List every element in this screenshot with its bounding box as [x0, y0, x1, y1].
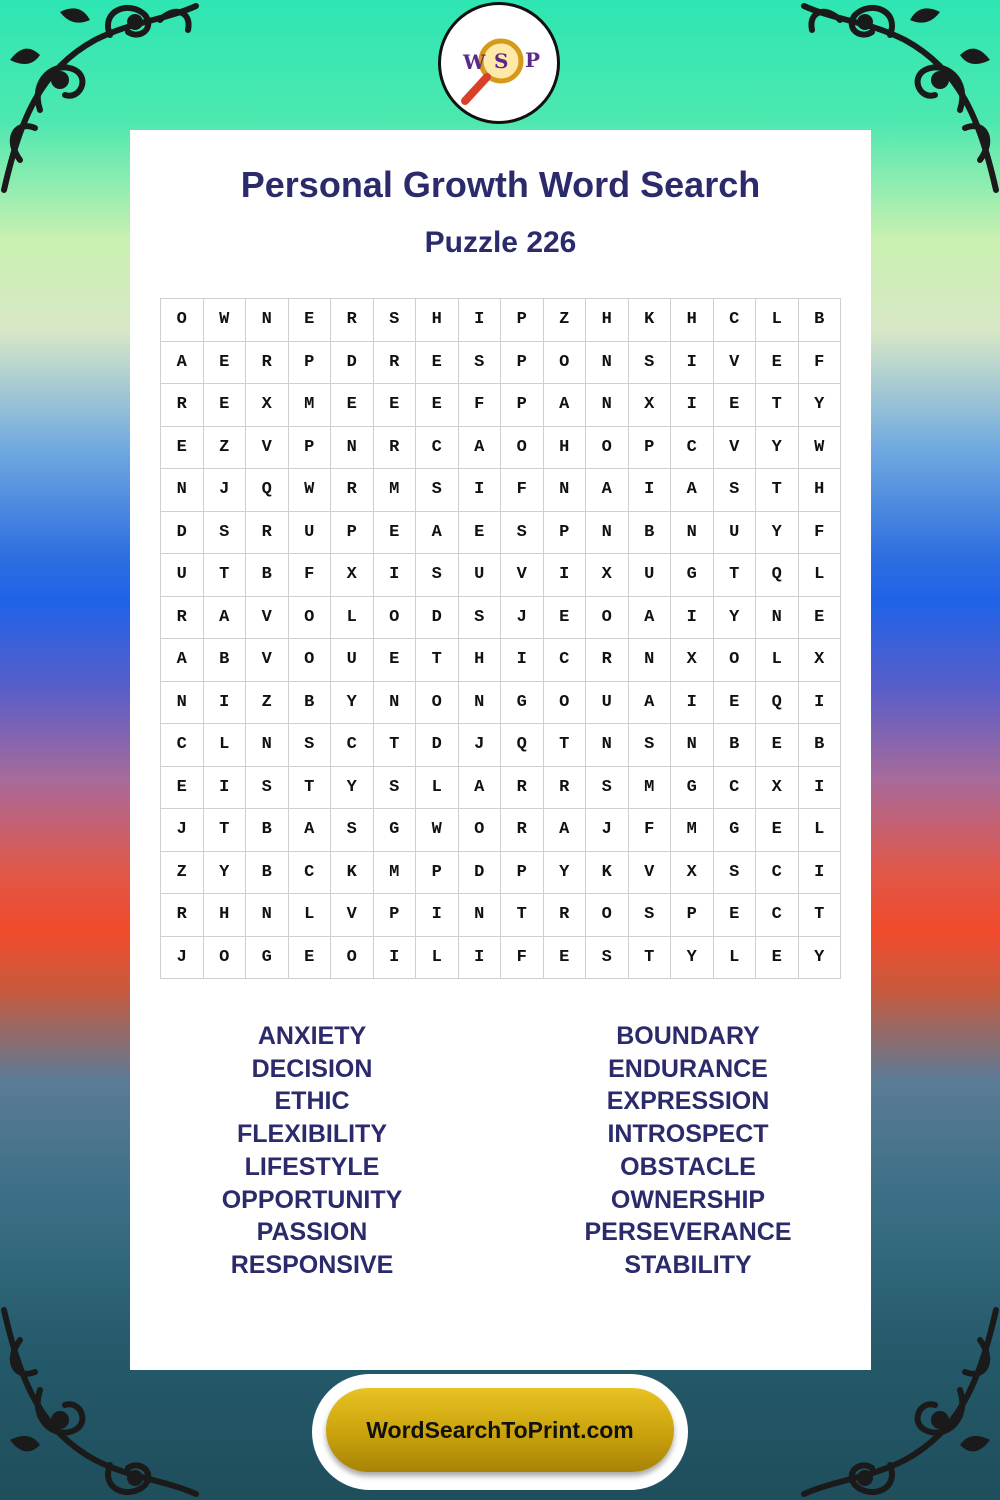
grid-cell[interactable]: V — [714, 427, 757, 470]
grid-cell[interactable]: E — [544, 597, 587, 640]
grid-cell[interactable]: Q — [756, 554, 799, 597]
grid-cell[interactable]: L — [416, 767, 459, 810]
grid-cell[interactable]: I — [799, 682, 842, 725]
grid-cell[interactable]: A — [416, 512, 459, 555]
grid-cell[interactable]: R — [586, 639, 629, 682]
grid-cell[interactable]: B — [799, 299, 842, 342]
grid-cell[interactable]: F — [799, 342, 842, 385]
letter-grid — [160, 298, 841, 979]
grid-cell[interactable]: F — [629, 809, 672, 852]
grid-cell[interactable]: K — [331, 852, 374, 895]
grid-cell[interactable]: A — [544, 384, 587, 427]
grid-cell[interactable]: E — [416, 384, 459, 427]
grid-cell[interactable]: E — [161, 427, 204, 470]
grid-cell[interactable]: S — [714, 469, 757, 512]
grid-cell[interactable]: F — [501, 937, 544, 980]
grid-cell[interactable]: W — [416, 809, 459, 852]
grid-cell[interactable]: S — [374, 299, 417, 342]
grid-cell[interactable]: S — [416, 469, 459, 512]
grid-cell[interactable]: R — [161, 384, 204, 427]
grid-cell[interactable]: A — [629, 682, 672, 725]
grid-cell[interactable]: S — [586, 937, 629, 980]
grid-cell[interactable]: I — [799, 767, 842, 810]
grid-cell[interactable]: W — [799, 427, 842, 470]
grid-cell[interactable]: N — [459, 894, 502, 937]
puzzle-number: Puzzle 226 — [424, 226, 577, 259]
grid-cell[interactable]: M — [374, 469, 417, 512]
grid-cell[interactable]: N — [331, 427, 374, 470]
grid-cell[interactable]: I — [671, 342, 714, 385]
grid-cell[interactable]: U — [459, 554, 502, 597]
grid-cell[interactable]: I — [459, 937, 502, 980]
word-list-item: PERSEVERANCE — [584, 1218, 792, 1247]
word-list-item: ANXIETY — [257, 1022, 367, 1050]
grid-cell[interactable]: S — [374, 767, 417, 810]
grid-cell[interactable]: H — [459, 639, 502, 682]
word-list-item: INTROSPECT — [607, 1120, 769, 1149]
grid-cell[interactable]: C — [714, 299, 757, 342]
magnifier-logo-icon — [441, 5, 557, 121]
grid-cell[interactable]: Z — [204, 427, 247, 470]
grid-cell[interactable]: N — [586, 342, 629, 385]
grid-cell[interactable]: J — [459, 724, 502, 767]
grid-cell[interactable]: L — [714, 937, 757, 980]
grid-cell[interactable]: T — [756, 469, 799, 512]
grid-cell[interactable]: D — [416, 724, 459, 767]
grid-cell[interactable]: O — [204, 937, 247, 980]
grid-cell[interactable]: E — [544, 937, 587, 980]
grid-cell[interactable]: T — [756, 384, 799, 427]
grid-cell[interactable]: X — [629, 384, 672, 427]
grid-cell[interactable]: Z — [161, 852, 204, 895]
grid-cell[interactable]: P — [289, 427, 332, 470]
grid-cell[interactable]: I — [629, 469, 672, 512]
grid-cell[interactable]: E — [756, 809, 799, 852]
grid-cell[interactable]: I — [671, 384, 714, 427]
grid-cell[interactable]: S — [629, 894, 672, 937]
grid-cell[interactable]: H — [799, 469, 842, 512]
grid-cell[interactable]: V — [246, 597, 289, 640]
grid-cell[interactable]: O — [586, 894, 629, 937]
grid-cell[interactable]: O — [374, 597, 417, 640]
grid-cell[interactable]: S — [501, 512, 544, 555]
grid-cell[interactable]: L — [799, 809, 842, 852]
grid-cell[interactable]: V — [331, 894, 374, 937]
grid-cell[interactable]: K — [629, 299, 672, 342]
grid-cell[interactable]: N — [586, 724, 629, 767]
grid-cell[interactable]: E — [161, 767, 204, 810]
grid-cell[interactable]: U — [586, 682, 629, 725]
grid-cell[interactable]: A — [544, 809, 587, 852]
grid-cell[interactable]: N — [459, 682, 502, 725]
grid-cell[interactable]: F — [289, 554, 332, 597]
grid-cell[interactable]: R — [246, 512, 289, 555]
grid-cell[interactable]: L — [756, 639, 799, 682]
grid-cell[interactable]: C — [544, 639, 587, 682]
grid-cell[interactable]: T — [204, 809, 247, 852]
grid-cell[interactable]: U — [161, 554, 204, 597]
grid-cell[interactable]: E — [416, 342, 459, 385]
grid-cell[interactable]: Z — [246, 682, 289, 725]
grid-cell[interactable]: N — [586, 512, 629, 555]
grid-cell[interactable]: J — [161, 937, 204, 980]
logo-letter-w: W — [463, 50, 486, 74]
grid-cell[interactable]: O — [586, 597, 629, 640]
grid-cell[interactable]: S — [416, 554, 459, 597]
grid-cell[interactable]: D — [459, 852, 502, 895]
grid-cell[interactable]: U — [331, 639, 374, 682]
grid-cell[interactable]: L — [799, 554, 842, 597]
grid-cell[interactable]: D — [331, 342, 374, 385]
grid-cell[interactable]: E — [756, 724, 799, 767]
grid-cell[interactable]: R — [374, 427, 417, 470]
word-list-item: STABILITY — [624, 1250, 752, 1279]
grid-cell[interactable]: G — [246, 937, 289, 980]
grid-cell[interactable]: N — [586, 384, 629, 427]
grid-cell[interactable]: H — [416, 299, 459, 342]
grid-cell[interactable]: E — [714, 682, 757, 725]
grid-cell[interactable]: Y — [714, 597, 757, 640]
grid-cell[interactable]: H — [586, 299, 629, 342]
grid-cell[interactable]: I — [459, 469, 502, 512]
grid-cell[interactable]: X — [331, 554, 374, 597]
page-title: Personal Growth Word Search — [240, 164, 761, 205]
grid-cell[interactable]: R — [246, 342, 289, 385]
grid-cell[interactable]: L — [756, 299, 799, 342]
grid-cell[interactable]: D — [416, 597, 459, 640]
grid-cell[interactable]: C — [289, 852, 332, 895]
grid-cell[interactable]: E — [714, 384, 757, 427]
puzzle-sheet — [130, 130, 871, 1370]
grid-cell[interactable]: I — [671, 597, 714, 640]
word-list-item: DECISION — [251, 1054, 373, 1083]
grid-cell[interactable]: J — [204, 469, 247, 512]
grid-cell[interactable]: B — [714, 724, 757, 767]
grid-cell[interactable]: E — [374, 639, 417, 682]
grid-cell[interactable]: M — [671, 809, 714, 852]
grid-cell[interactable]: G — [671, 767, 714, 810]
grid-cell[interactable]: I — [459, 299, 502, 342]
grid-cell[interactable]: O — [331, 937, 374, 980]
grid-cell[interactable]: A — [459, 427, 502, 470]
grid-cell[interactable]: X — [671, 852, 714, 895]
grid-cell[interactable]: E — [374, 384, 417, 427]
grid-cell[interactable]: C — [161, 724, 204, 767]
grid-cell[interactable]: J — [161, 809, 204, 852]
grid-cell[interactable]: B — [246, 554, 289, 597]
grid-cell[interactable]: U — [289, 512, 332, 555]
word-list-item: FLEXIBILITY — [237, 1120, 387, 1149]
grid-cell[interactable]: N — [671, 512, 714, 555]
grid-cell[interactable]: N — [246, 299, 289, 342]
grid-cell[interactable]: L — [204, 724, 247, 767]
word-list-right-column — [538, 1020, 838, 1282]
grid-cell[interactable]: F — [799, 512, 842, 555]
grid-cell[interactable]: O — [416, 682, 459, 725]
grid-cell[interactable]: E — [459, 512, 502, 555]
grid-cell[interactable]: E — [799, 597, 842, 640]
grid-cell[interactable]: V — [714, 342, 757, 385]
grid-cell[interactable]: W — [289, 469, 332, 512]
site-link-button[interactable] — [326, 1388, 674, 1472]
word-list-item: OPPORTUNITY — [221, 1185, 403, 1214]
grid-cell[interactable]: S — [246, 767, 289, 810]
grid-cell[interactable]: R — [501, 809, 544, 852]
grid-cell[interactable]: Y — [756, 427, 799, 470]
grid-cell[interactable]: X — [756, 767, 799, 810]
grid-cell[interactable]: E — [204, 384, 247, 427]
grid-cell[interactable]: G — [501, 682, 544, 725]
grid-cell[interactable]: O — [544, 682, 587, 725]
grid-cell[interactable]: T — [629, 937, 672, 980]
grid-cell[interactable]: E — [289, 937, 332, 980]
grid-cell[interactable]: B — [246, 852, 289, 895]
grid-cell[interactable]: A — [289, 809, 332, 852]
grid-cell[interactable]: V — [246, 639, 289, 682]
logo-letter-s: S — [494, 49, 509, 73]
grid-cell[interactable]: B — [246, 809, 289, 852]
grid-cell[interactable]: O — [586, 427, 629, 470]
grid-cell[interactable]: E — [756, 342, 799, 385]
grid-cell[interactable]: N — [246, 724, 289, 767]
grid-cell[interactable]: Y — [544, 852, 587, 895]
grid-cell[interactable]: C — [416, 427, 459, 470]
grid-cell[interactable]: T — [204, 554, 247, 597]
grid-cell[interactable]: Y — [799, 937, 842, 980]
grid-cell[interactable]: P — [501, 342, 544, 385]
site-link-text: WordSearchToPrint.com — [366, 1416, 634, 1443]
grid-cell[interactable]: E — [331, 384, 374, 427]
grid-cell[interactable]: P — [671, 894, 714, 937]
grid-cell[interactable]: P — [374, 894, 417, 937]
grid-cell[interactable]: B — [629, 512, 672, 555]
grid-cell[interactable]: R — [161, 597, 204, 640]
grid-cell[interactable]: X — [671, 639, 714, 682]
grid-cell[interactable]: T — [799, 894, 842, 937]
grid-cell[interactable]: A — [671, 469, 714, 512]
grid-cell[interactable]: P — [289, 342, 332, 385]
grid-cell[interactable]: D — [161, 512, 204, 555]
grid-cell[interactable]: J — [501, 597, 544, 640]
grid-cell[interactable]: N — [629, 639, 672, 682]
grid-cell[interactable]: U — [629, 554, 672, 597]
grid-cell[interactable]: Z — [544, 299, 587, 342]
grid-cell[interactable]: C — [714, 767, 757, 810]
grid-cell[interactable]: Y — [331, 682, 374, 725]
grid-cell[interactable]: R — [544, 894, 587, 937]
grid-cell[interactable]: O — [714, 639, 757, 682]
grid-cell[interactable]: Y — [204, 852, 247, 895]
grid-cell[interactable]: C — [756, 852, 799, 895]
grid-cell[interactable]: R — [544, 767, 587, 810]
grid-cell[interactable]: O — [544, 342, 587, 385]
grid-cell[interactable]: I — [204, 767, 247, 810]
grid-cell[interactable]: G — [374, 809, 417, 852]
grid-cell[interactable]: V — [246, 427, 289, 470]
grid-cell[interactable]: F — [459, 384, 502, 427]
grid-cell[interactable]: I — [671, 682, 714, 725]
grid-cell[interactable]: Q — [756, 682, 799, 725]
grid-cell[interactable]: Q — [246, 469, 289, 512]
grid-cell[interactable]: T — [416, 639, 459, 682]
word-list-item: ETHIC — [274, 1087, 350, 1116]
grid-cell[interactable]: I — [799, 852, 842, 895]
grid-cell[interactable]: F — [501, 469, 544, 512]
grid-cell[interactable]: N — [671, 724, 714, 767]
grid-cell[interactable]: Y — [671, 937, 714, 980]
grid-cell[interactable]: N — [161, 682, 204, 725]
grid-cell[interactable]: A — [204, 597, 247, 640]
grid-cell[interactable]: S — [459, 342, 502, 385]
grid-cell[interactable]: R — [331, 469, 374, 512]
grid-cell[interactable]: T — [714, 554, 757, 597]
grid-cell[interactable]: I — [544, 554, 587, 597]
grid-cell[interactable]: R — [501, 767, 544, 810]
grid-cell[interactable]: S — [289, 724, 332, 767]
grid-cell[interactable]: S — [629, 724, 672, 767]
grid-cell[interactable]: R — [161, 894, 204, 937]
grid-cell[interactable]: T — [289, 767, 332, 810]
grid-cell[interactable]: T — [544, 724, 587, 767]
grid-cell[interactable]: R — [374, 342, 417, 385]
grid-cell[interactable]: A — [459, 767, 502, 810]
grid-cell[interactable]: C — [671, 427, 714, 470]
grid-cell[interactable]: P — [544, 512, 587, 555]
grid-cell[interactable]: E — [714, 894, 757, 937]
grid-cell[interactable]: Q — [501, 724, 544, 767]
grid-cell[interactable]: S — [459, 597, 502, 640]
grid-cell[interactable]: V — [629, 852, 672, 895]
word-list-item: OBSTACLE — [620, 1152, 756, 1181]
grid-cell[interactable]: M — [289, 384, 332, 427]
grid-cell[interactable]: I — [374, 554, 417, 597]
grid-cell[interactable]: I — [501, 639, 544, 682]
grid-cell[interactable]: L — [416, 937, 459, 980]
grid-cell[interactable]: V — [501, 554, 544, 597]
word-list-item: OWNERSHIP — [610, 1185, 766, 1214]
grid-cell[interactable]: I — [204, 682, 247, 725]
grid-cell[interactable]: S — [331, 809, 374, 852]
grid-cell[interactable]: H — [671, 299, 714, 342]
grid-cell[interactable]: I — [416, 894, 459, 937]
grid-cell[interactable]: P — [501, 384, 544, 427]
word-list-item: BOUNDARY — [616, 1022, 760, 1050]
grid-cell[interactable]: K — [586, 852, 629, 895]
grid-cell[interactable]: E — [374, 512, 417, 555]
grid-cell[interactable]: A — [629, 597, 672, 640]
grid-cell[interactable]: E — [204, 342, 247, 385]
word-list-item: ENDURANCE — [608, 1054, 768, 1083]
grid-cell[interactable]: C — [756, 894, 799, 937]
grid-cell[interactable]: Y — [756, 512, 799, 555]
grid-cell[interactable]: U — [714, 512, 757, 555]
grid-cell[interactable]: P — [331, 512, 374, 555]
grid-cell[interactable]: X — [799, 639, 842, 682]
grid-cell[interactable]: H — [204, 894, 247, 937]
grid-cell[interactable]: B — [204, 639, 247, 682]
site-logo[interactable] — [438, 2, 560, 124]
grid-cell[interactable]: A — [161, 342, 204, 385]
word-list-item: PASSION — [256, 1218, 368, 1247]
grid-cell[interactable]: H — [544, 427, 587, 470]
grid-cell[interactable]: J — [586, 809, 629, 852]
grid-cell[interactable]: W — [204, 299, 247, 342]
grid-cell[interactable]: O — [289, 597, 332, 640]
grid-cell[interactable]: C — [331, 724, 374, 767]
grid-cell[interactable]: O — [459, 809, 502, 852]
grid-cell[interactable]: E — [756, 937, 799, 980]
grid-cell[interactable]: N — [756, 597, 799, 640]
grid-cell[interactable]: N — [544, 469, 587, 512]
grid-cell[interactable]: G — [671, 554, 714, 597]
grid-cell[interactable]: X — [586, 554, 629, 597]
grid-cell[interactable]: I — [374, 937, 417, 980]
grid-cell[interactable]: O — [289, 639, 332, 682]
grid-cell[interactable]: P — [629, 427, 672, 470]
grid-cell[interactable]: N — [374, 682, 417, 725]
grid-cell[interactable]: S — [204, 512, 247, 555]
grid-cell[interactable]: M — [374, 852, 417, 895]
grid-cell[interactable]: B — [799, 724, 842, 767]
grid-cell[interactable]: T — [374, 724, 417, 767]
grid-cell[interactable]: G — [714, 809, 757, 852]
grid-cell[interactable]: R — [331, 299, 374, 342]
grid-cell[interactable]: L — [289, 894, 332, 937]
word-list-left-column — [162, 1020, 462, 1282]
grid-cell[interactable]: O — [501, 427, 544, 470]
grid-cell[interactable]: E — [289, 299, 332, 342]
grid-cell[interactable]: Y — [799, 384, 842, 427]
logo-letter-p: P — [525, 48, 541, 72]
grid-cell[interactable]: N — [161, 469, 204, 512]
grid-cell[interactable]: B — [289, 682, 332, 725]
grid-cell[interactable]: T — [501, 894, 544, 937]
grid-cell[interactable]: X — [246, 384, 289, 427]
grid-cell[interactable]: O — [161, 299, 204, 342]
grid-cell[interactable]: P — [501, 299, 544, 342]
word-list-item: EXPRESSION — [606, 1087, 770, 1116]
word-list-item: LIFESTYLE — [244, 1152, 380, 1181]
grid-cell[interactable]: S — [629, 342, 672, 385]
grid-cell[interactable]: Y — [331, 767, 374, 810]
grid-cell[interactable]: S — [586, 767, 629, 810]
grid-cell[interactable]: L — [331, 597, 374, 640]
grid-cell[interactable]: M — [629, 767, 672, 810]
grid-cell[interactable]: A — [586, 469, 629, 512]
footer-badge — [312, 1374, 688, 1490]
grid-cell[interactable]: P — [416, 852, 459, 895]
grid-cell[interactable]: S — [714, 852, 757, 895]
grid-cell[interactable]: P — [501, 852, 544, 895]
word-list-item: RESPONSIVE — [230, 1250, 394, 1279]
grid-cell[interactable]: N — [246, 894, 289, 937]
grid-cell[interactable]: A — [161, 639, 204, 682]
